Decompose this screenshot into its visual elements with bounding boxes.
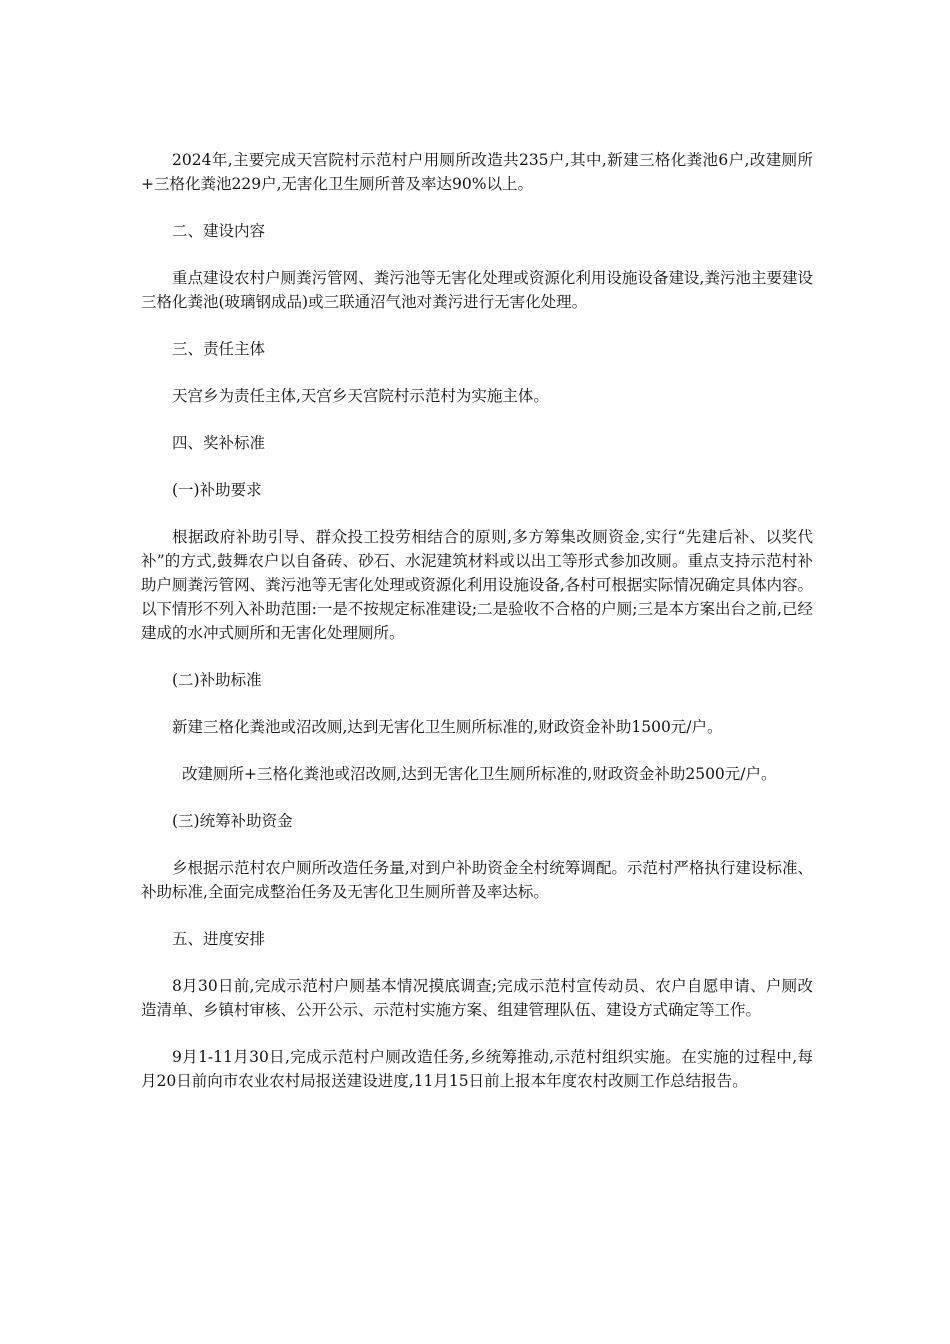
section-heading-schedule: 五、进度安排 — [172, 930, 266, 948]
subsection-heading-subsidy-amounts: (二)补助标准 — [172, 671, 262, 689]
paragraph-summary-2024: 2024年,主要完成天宫院村示范村户用厕所改造共235户,其中,新建三格化粪池6户,改建厕所+三格化粪池229户,无害化卫生厕所普及率达90%以上。 — [141, 151, 813, 193]
paragraph-subsidy-renovation: 改建厕所+三格化粪池或沼改厕,达到无害化卫生厕所标准的,财政资金补助2500元/户。 — [182, 765, 777, 783]
subsection-heading-subsidy-requirements: (一)补助要求 — [172, 481, 262, 499]
section-heading-construction-content: 二、建设内容 — [172, 222, 266, 240]
section-heading-responsible-party: 三、责任主体 — [172, 340, 266, 358]
paragraph-subsidy-new-build: 新建三格化粪池或沼改厕,达到无害化卫生厕所标准的,财政资金补助1500元/户。 — [172, 718, 723, 736]
paragraph-construction-content: 重点建设农村户厕粪污管网、粪污池等无害化处理或资源化利用设施设备建设,粪污池主要建设三格化粪池(玻璃钢成品)或三联通沼气池对粪污进行无害化处理。 — [141, 269, 813, 311]
paragraph-responsible-party: 天宫乡为责任主体,天宫乡天宫院村示范村为实施主体。 — [172, 387, 549, 405]
paragraph-schedule-august: 8月30日前,完成示范村户厕基本情况摸底调查;完成示范村宣传动员、农户自愿申请、户厕改造清单、乡镇村审核、公开公示、示范村实施方案、组建管理队伍、建设方式确定等工作。 — [141, 977, 813, 1019]
paragraph-fund-coordination: 乡根据示范村农户厕所改造任务量,对到户补助资金全村统筹调配。示范村严格执行建设标准、补助标准,全面完成整治任务及无害化卫生厕所普及率达标。 — [141, 859, 813, 901]
paragraph-schedule-september-november: 9月1-11月30日,完成示范村户厕改造任务,乡统筹推动,示范村组织实施。在实施的过程中,每月20日前向市农业农村局报送建设进度,11月15日前上报本年度农村改厕工作总结报告。 — [141, 1048, 813, 1090]
section-heading-subsidy-standards: 四、奖补标准 — [172, 434, 266, 452]
paragraph-subsidy-requirements: 根据政府补助引导、群众投工投劳相结合的原则,多方筹集改厕资金,实行“先建后补、以奖代补”的方式,鼓舞农户以自备砖、砂石、水泥建筑材料或以出工等形式参加改厕。重点支持示范村补助户厕粪污管网、粪污池等无害化处理或资源化利用设施设备,各村可根据实际情况确定具体内容。以下情形不列入补助范围:一是不按规定标准建设;二是验收不合格的户厕;三是本方案出台之前,已经建成的水冲式厕所和无害化处理厕所。 — [141, 528, 813, 642]
document-body — [141, 148, 813, 1093]
subsection-heading-fund-coordination: (三)统筹补助资金 — [172, 812, 293, 830]
